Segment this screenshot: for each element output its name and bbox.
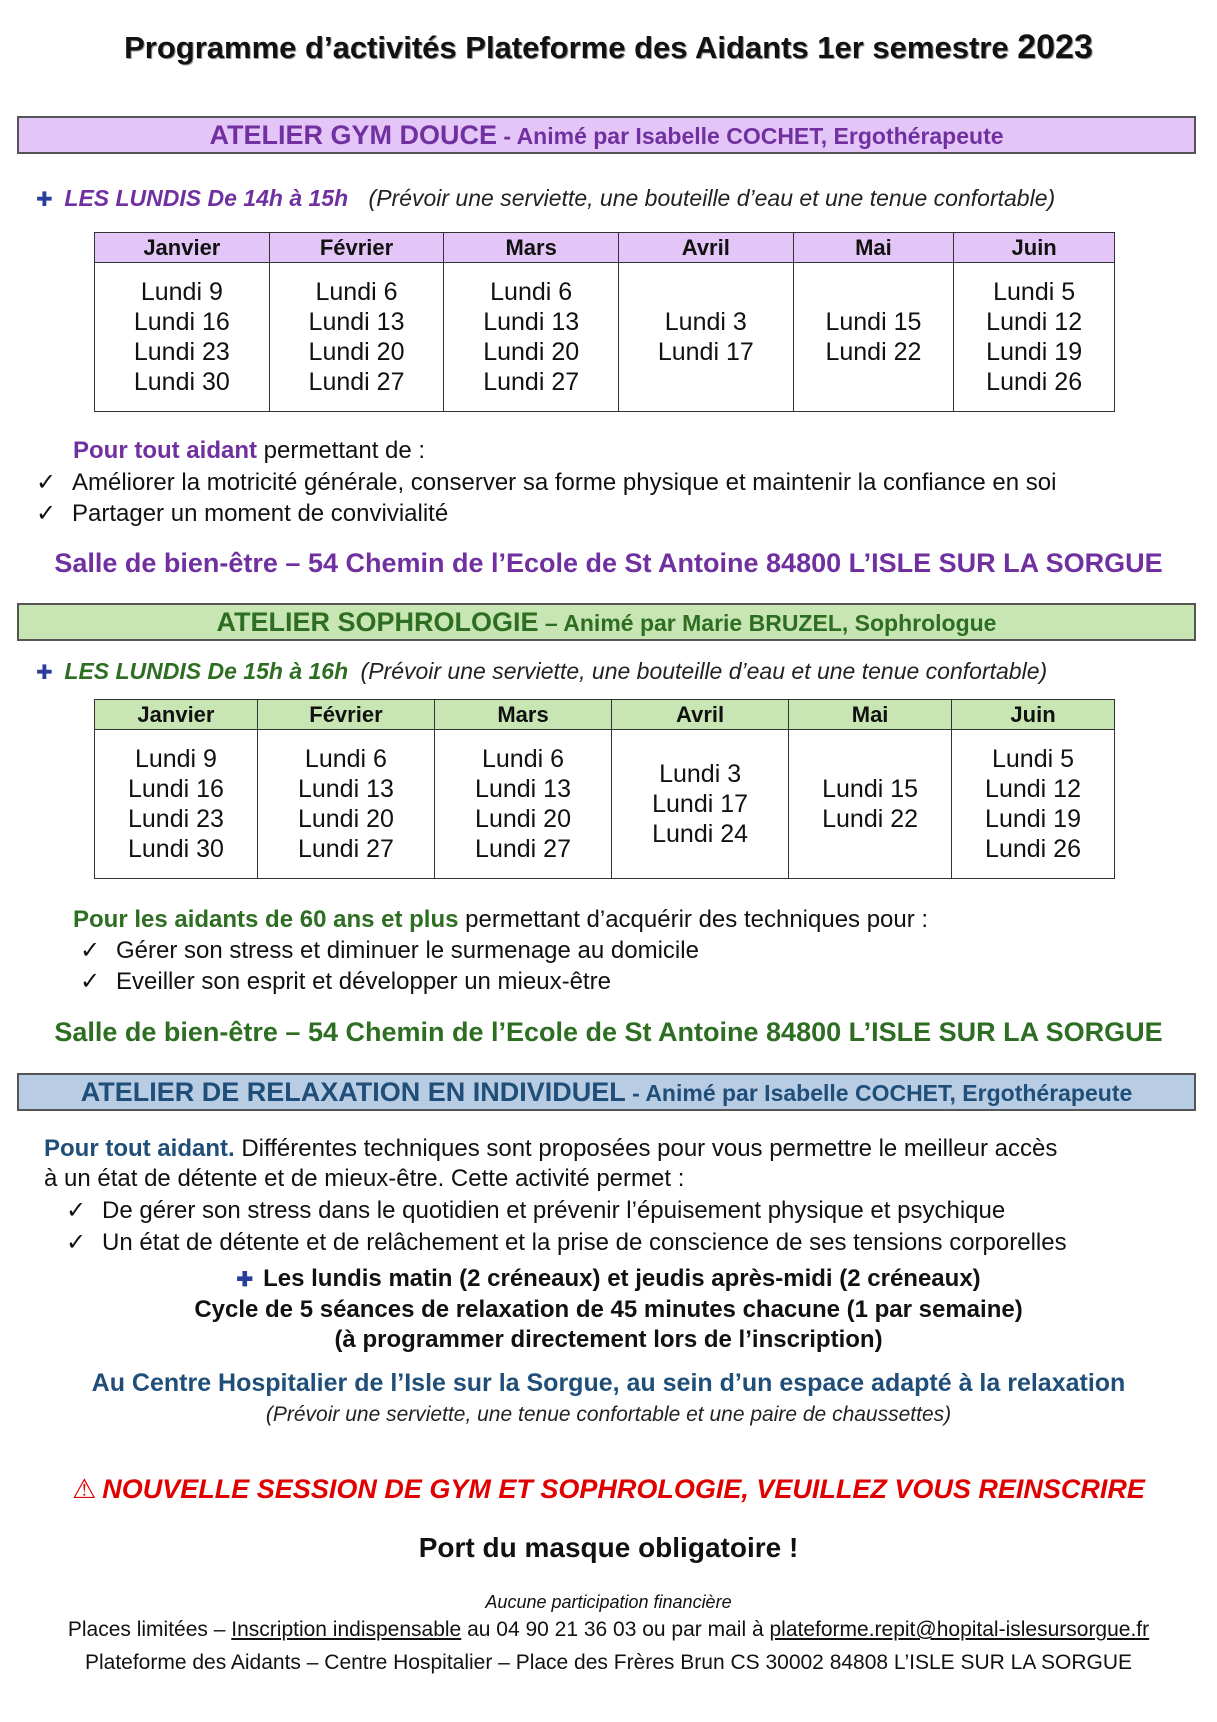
- relax-lead-bold: Pour tout aidant.: [44, 1135, 235, 1162]
- gym-benefit-text: Partager un moment de convivialité: [72, 500, 449, 527]
- checkmark-icon: ✓: [66, 1197, 87, 1224]
- month-header: Janvier: [95, 700, 258, 730]
- date-entry: Lundi 30: [127, 835, 224, 863]
- sophro-lead-bold: Pour les aidants de 60 ans et plus: [73, 906, 459, 933]
- date-entry: Lundi 6: [304, 745, 387, 773]
- bullet-arrow-icon: ✚: [36, 662, 53, 684]
- title-text: Programme d’activités Plateforme des Aidants 1er semestre: [124, 30, 1009, 65]
- date-entry: Lundi 19: [986, 338, 1083, 366]
- month-header: Juin: [952, 700, 1115, 730]
- date-entry: Lundi 26: [986, 368, 1083, 396]
- gym-address: Salle de bien-être – 54 Chemin de l’Ecole de St Antoine 84800 L’ISLE SUR LA SORGUE: [54, 548, 1163, 578]
- gym-calendar-row: [95, 263, 1115, 412]
- date-entry: Lundi 15: [822, 775, 919, 803]
- month-dates-cell: [793, 263, 954, 412]
- month-header: Février: [257, 700, 434, 730]
- sophro-address: Salle de bien-être – 54 Chemin de l’Ecole de St Antoine 84800 L’ISLE SUR LA SORGUE: [54, 1017, 1163, 1047]
- date-entry: Lundi 16: [133, 308, 230, 336]
- date-entry: Lundi 22: [822, 805, 919, 833]
- date-entry: Lundi 30: [133, 368, 230, 396]
- sophro-banner-title: ATELIER SOPHROLOGIE: [216, 607, 539, 637]
- date-entry: Lundi 27: [308, 368, 405, 396]
- sophro-benefit-1: [80, 936, 699, 965]
- sophro-schedule-day: LES LUNDIS De 15h à 16h: [64, 658, 349, 684]
- month-dates-cell: [269, 263, 444, 412]
- date-entry: Lundi 27: [475, 835, 571, 863]
- date-entry: Lundi 13: [475, 775, 571, 803]
- checkmark-icon: ✓: [36, 469, 57, 496]
- footer-free: Aucune participation financière: [485, 1592, 732, 1612]
- footer-inscription: Inscription indispensable: [231, 1618, 462, 1641]
- sophro-benefit-text: Gérer son stress et diminuer le surmenage au domicile: [116, 937, 699, 964]
- month-dates-cell: [789, 730, 952, 879]
- date-entry: Lundi 6: [490, 278, 573, 306]
- gym-schedule-day: LES LUNDIS De 14h à 15h: [64, 185, 349, 211]
- date-entry: Lundi 6: [315, 278, 398, 306]
- relax-lead-rest-2: à un état de détente et de mieux-être. Cette activité permet :: [44, 1165, 685, 1192]
- gym-lead: [73, 437, 425, 465]
- date-entry: Lundi 5: [993, 278, 1076, 306]
- checkmark-icon: ✓: [66, 1229, 87, 1256]
- gym-benefit-2: [36, 499, 448, 528]
- warning-icon: ⚠: [72, 1474, 97, 1504]
- date-entry: Lundi 22: [825, 338, 922, 366]
- month-header: Février: [269, 233, 444, 263]
- gym-schedule: [36, 185, 1055, 212]
- date-entry: Lundi 16: [127, 775, 224, 803]
- month-header: Mars: [444, 233, 619, 263]
- sophro-banner-subtitle: – Animé par Marie BRUZEL, Sophrologue: [538, 610, 997, 636]
- checkmark-icon: ✓: [80, 937, 101, 964]
- date-entry: Lundi 9: [134, 745, 217, 773]
- sophro-lead: [73, 906, 928, 934]
- date-entry: Lundi 27: [297, 835, 394, 863]
- date-entry: Lundi 15: [825, 308, 922, 336]
- footer-places: Places limitées –: [67, 1618, 232, 1641]
- month-dates-cell: [257, 730, 434, 879]
- month-dates-cell: [954, 263, 1115, 412]
- date-entry: Lundi 13: [297, 775, 394, 803]
- date-entry: Lundi 13: [308, 308, 405, 336]
- relax-note: (Prévoir une serviette, une tenue confortable et une paire de chaussettes): [265, 1403, 952, 1426]
- date-entry: Lundi 3: [659, 760, 742, 788]
- mask-notice: Port du masque obligatoire !: [418, 1532, 799, 1563]
- relax-benefit-text: De gérer son stress dans le quotidien et prévenir l’épuisement physique et psychique: [102, 1197, 1006, 1224]
- date-entry: Lundi 3: [664, 308, 747, 336]
- month-dates-cell: [95, 263, 270, 412]
- checkmark-icon: ✓: [36, 500, 57, 527]
- relax-schedule-1: [0, 1265, 1217, 1293]
- gym-benefit-1: [36, 468, 1056, 497]
- relax-banner-title: ATELIER DE RELAXATION EN INDIVIDUEL: [80, 1077, 626, 1107]
- date-entry: Lundi 19: [985, 805, 1081, 833]
- month-dates-cell: [434, 730, 611, 879]
- relax-benefit-1: [66, 1196, 1005, 1225]
- date-entry: Lundi 12: [985, 775, 1081, 803]
- gym-banner: [17, 116, 1196, 154]
- relax-schedule-3: (à programmer directement lors de l’inscription): [334, 1326, 883, 1353]
- footer-address: Plateforme des Aidants – Centre Hospitalier – Place des Frères Brun CS 30002 84808 L’ISLE SUR LA SORGUE: [84, 1651, 1133, 1674]
- gym-benefit-text: Améliorer la motricité générale, conserver sa forme physique et maintenir la confiance en soi: [72, 469, 1057, 496]
- relax-banner-subtitle: - Animé par Isabelle COCHET, Ergothérapeute: [625, 1080, 1133, 1106]
- footer-phone: au 04 90 21 36 03 ou par mail à: [461, 1618, 770, 1641]
- month-header: Juin: [954, 233, 1115, 263]
- relax-benefit-text: Un état de détente et de relâchement et la prise de conscience de ses tensions corporelles: [102, 1229, 1067, 1256]
- sophro-calendar-row: [95, 730, 1115, 879]
- bullet-arrow-icon: ✚: [36, 189, 53, 211]
- month-dates-cell: [612, 730, 789, 879]
- date-entry: Lundi 27: [483, 368, 580, 396]
- month-header: Janvier: [95, 233, 270, 263]
- month-dates-cell: [95, 730, 258, 879]
- checkmark-icon: ✓: [80, 968, 101, 995]
- date-entry: Lundi 9: [140, 278, 223, 306]
- sophro-banner: [17, 603, 1196, 641]
- month-dates-cell: [952, 730, 1115, 879]
- relax-schedule-1-text: Les lundis matin (2 créneaux) et jeudis après-midi (2 créneaux): [263, 1265, 981, 1292]
- date-entry: Lundi 6: [482, 745, 565, 773]
- date-entry: Lundi 24: [652, 820, 749, 848]
- gym-banner-subtitle: - Animé par Isabelle COCHET, Ergothérapeute: [496, 123, 1004, 149]
- bullet-arrow-icon: ✚: [236, 1269, 254, 1291]
- sophro-schedule: [36, 658, 1047, 685]
- relax-lead-rest-1: Différentes techniques sont proposées pour vous permettre le meilleur accès: [234, 1135, 1058, 1162]
- date-entry: Lundi 20: [297, 805, 394, 833]
- date-entry: Lundi 20: [308, 338, 405, 366]
- footer-contact: [0, 1618, 1217, 1642]
- date-entry: Lundi 20: [483, 338, 580, 366]
- sophro-benefit-2: [80, 967, 611, 996]
- sophro-calendar-header: [95, 700, 1115, 730]
- page-title: [0, 28, 1217, 67]
- month-header: Avril: [612, 700, 789, 730]
- date-entry: Lundi 23: [127, 805, 224, 833]
- relax-benefit-2: [66, 1228, 1067, 1257]
- date-entry: Lundi 20: [475, 805, 571, 833]
- sophro-schedule-note: (Prévoir une serviette, une bouteille d’eau et une tenue confortable): [360, 658, 1048, 684]
- gym-calendar-header: [95, 233, 1115, 263]
- gym-calendar-table: [94, 232, 1115, 412]
- relax-location: Au Centre Hospitalier de l’Isle sur la Sorgue, au sein d’un espace adapté à la relaxation: [91, 1369, 1126, 1397]
- month-dates-cell: [618, 263, 793, 412]
- footer-email-link[interactable]: plateforme.repit@hopital-islesursorgue.fr: [769, 1618, 1150, 1641]
- gym-lead-rest: permettant de :: [256, 437, 426, 464]
- date-entry: Lundi 17: [657, 338, 754, 366]
- relax-schedule-2: Cycle de 5 séances de relaxation de 45 minutes chacune (1 par semaine): [194, 1296, 1023, 1323]
- sophro-lead-rest: permettant d’acquérir des techniques pour :: [458, 906, 929, 933]
- date-entry: Lundi 12: [986, 308, 1083, 336]
- gym-banner-title: ATELIER GYM DOUCE: [209, 120, 497, 150]
- reinscription-warning: [0, 1474, 1217, 1505]
- month-header: Mai: [793, 233, 954, 263]
- month-header: Mai: [789, 700, 952, 730]
- month-header: Mars: [434, 700, 611, 730]
- date-entry: Lundi 13: [483, 308, 580, 336]
- title-year: 2023: [1017, 28, 1093, 66]
- date-entry: Lundi 23: [133, 338, 230, 366]
- relax-banner: [17, 1073, 1196, 1111]
- gym-schedule-note: (Prévoir une serviette, une bouteille d’eau et une tenue confortable): [368, 185, 1056, 211]
- sophro-calendar-table: [94, 699, 1115, 879]
- date-entry: Lundi 5: [992, 745, 1075, 773]
- gym-lead-bold: Pour tout aidant: [73, 437, 257, 464]
- relax-lead: [44, 1135, 1057, 1163]
- date-entry: Lundi 26: [985, 835, 1081, 863]
- sophro-benefit-text: Eveiller son esprit et développer un mieux-être: [116, 968, 611, 995]
- date-entry: Lundi 17: [652, 790, 749, 818]
- month-dates-cell: [444, 263, 619, 412]
- warning-text: NOUVELLE SESSION DE GYM ET SOPHROLOGIE, VEUILLEZ VOUS REINSCRIRE: [102, 1474, 1145, 1504]
- month-header: Avril: [618, 233, 793, 263]
